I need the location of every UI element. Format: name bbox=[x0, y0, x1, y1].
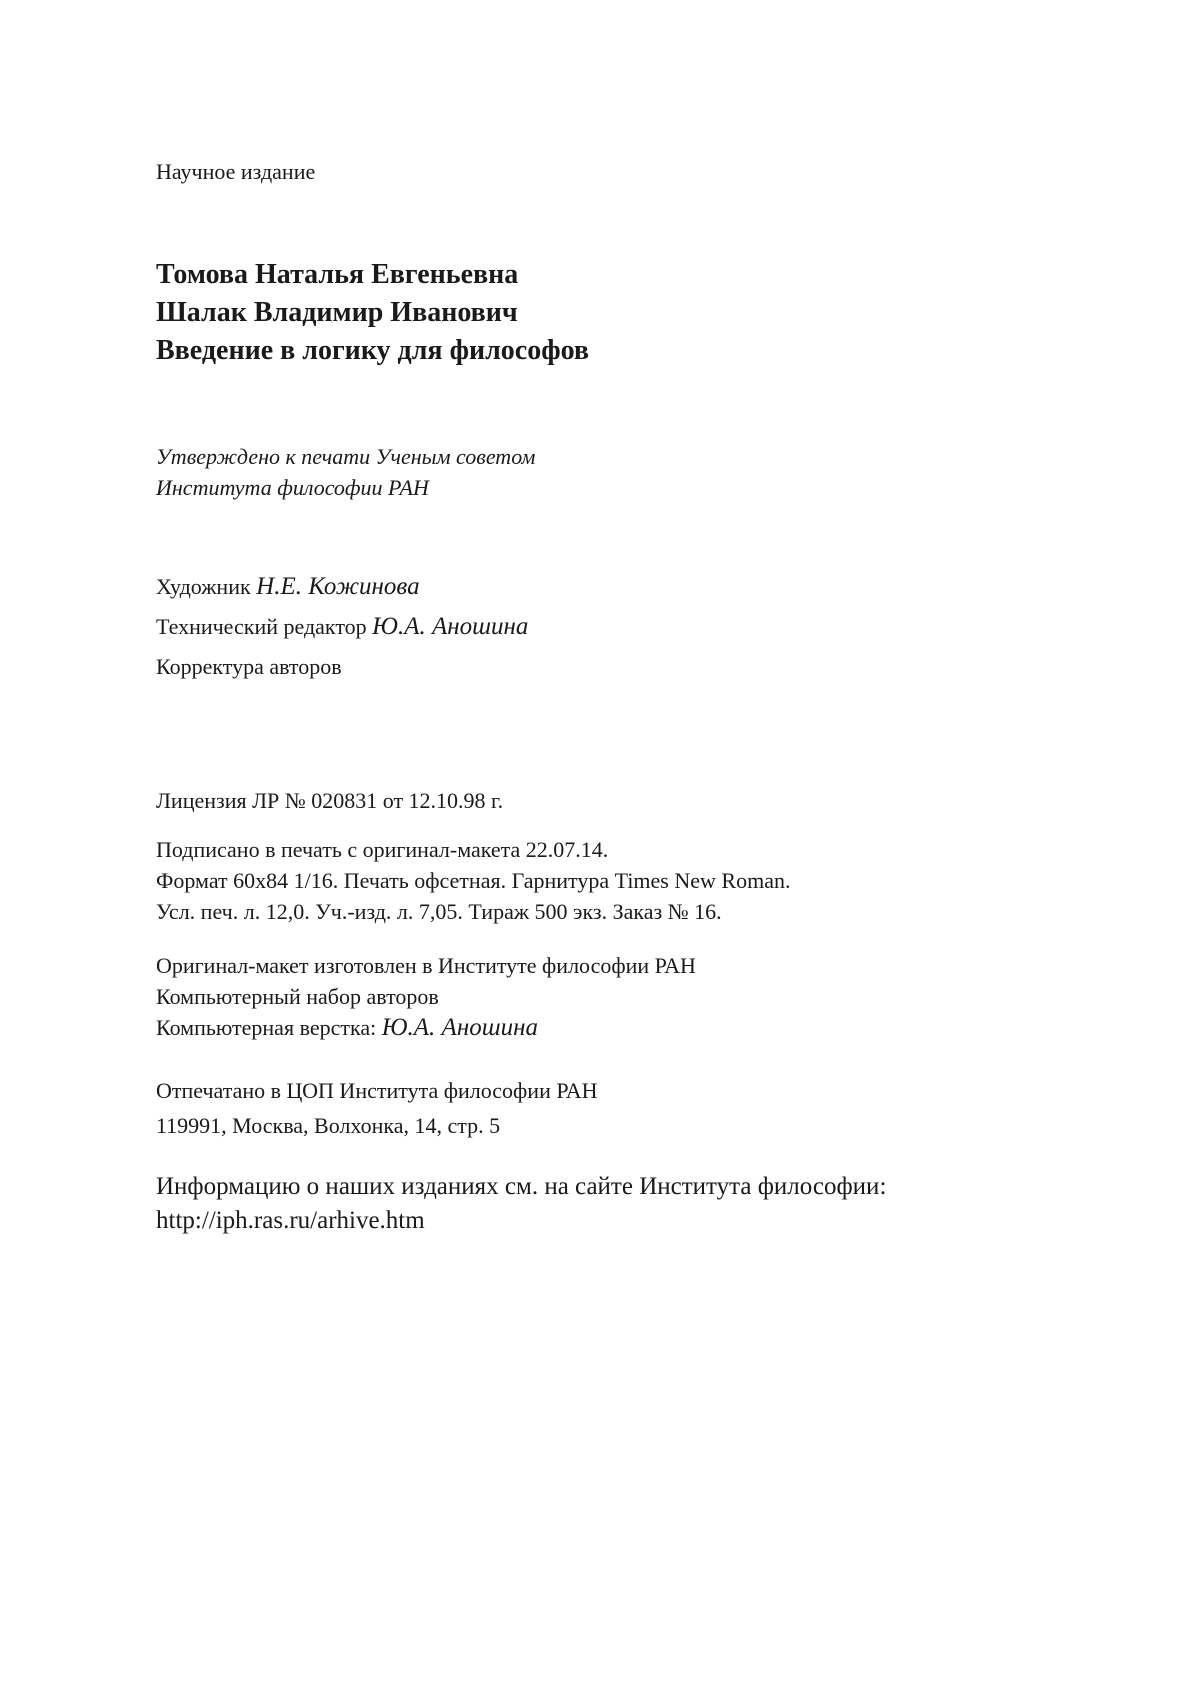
printing-block bbox=[156, 834, 790, 927]
authors-block bbox=[156, 256, 589, 370]
typing-line: Компьютерный набор авторов bbox=[156, 984, 439, 1009]
artist-name: Н.Е. Кожинова bbox=[256, 573, 420, 600]
license-line: Лицензия ЛР № 020831 от 12.10.98 г. bbox=[156, 788, 504, 813]
website-link[interactable]: http://iph.ras.ru/arhive.htm bbox=[156, 1207, 425, 1234]
approval-block bbox=[156, 441, 535, 503]
address-line: 119991, Москва, Волхонка, 14, стр. 5 bbox=[156, 1113, 501, 1138]
tech-editor-label: Технический редактор bbox=[156, 614, 373, 639]
approval-line-2: Института философии РАН bbox=[156, 475, 429, 500]
signed-line: Подписано в печать с оригинал-макета 22.07.14. bbox=[156, 837, 609, 862]
author-2: Шалак Владимир Иванович bbox=[156, 297, 518, 328]
layout-block bbox=[156, 950, 696, 1043]
tech-editor-name: Ю.А. Аношина bbox=[372, 613, 529, 640]
typesetting-name: Ю.А. Аношина bbox=[381, 1014, 538, 1041]
typesetting-label: Компьютерная верстка: bbox=[156, 1015, 382, 1040]
tech-editor-line bbox=[156, 607, 528, 647]
artist-line bbox=[156, 567, 528, 607]
series-label: Научное издание bbox=[156, 159, 316, 184]
staff-block bbox=[156, 567, 528, 687]
print-run-line: Усл. печ. л. 12,0. Уч.-изд. л. 7,05. Тираж 500 экз. Заказ № 16. bbox=[156, 899, 722, 924]
printed-at-line: Отпечатано в ЦОП Института философии РАН bbox=[156, 1078, 598, 1103]
author-1: Томова Наталья Евгеньевна bbox=[156, 259, 519, 290]
proofreading-line: Корректура авторов bbox=[156, 654, 342, 679]
info-block bbox=[156, 1170, 886, 1238]
original-layout-line: Оригинал-макет изготовлен в Институте философии РАН bbox=[156, 953, 696, 978]
book-title: Введение в логику для философов bbox=[156, 335, 590, 366]
series-block bbox=[156, 156, 315, 187]
format-line: Формат 60х84 1/16. Печать офсетная. Гарнитура Times New Roman. bbox=[156, 868, 791, 893]
license-block bbox=[156, 785, 503, 816]
artist-label: Художник bbox=[156, 574, 257, 599]
approval-line-1: Утверждено к печати Ученым советом bbox=[156, 444, 536, 469]
printed-block bbox=[156, 1073, 598, 1143]
info-line: Информацию о наших изданиях см. на сайте Института философии: bbox=[156, 1173, 887, 1200]
typesetting-line bbox=[156, 1012, 696, 1043]
